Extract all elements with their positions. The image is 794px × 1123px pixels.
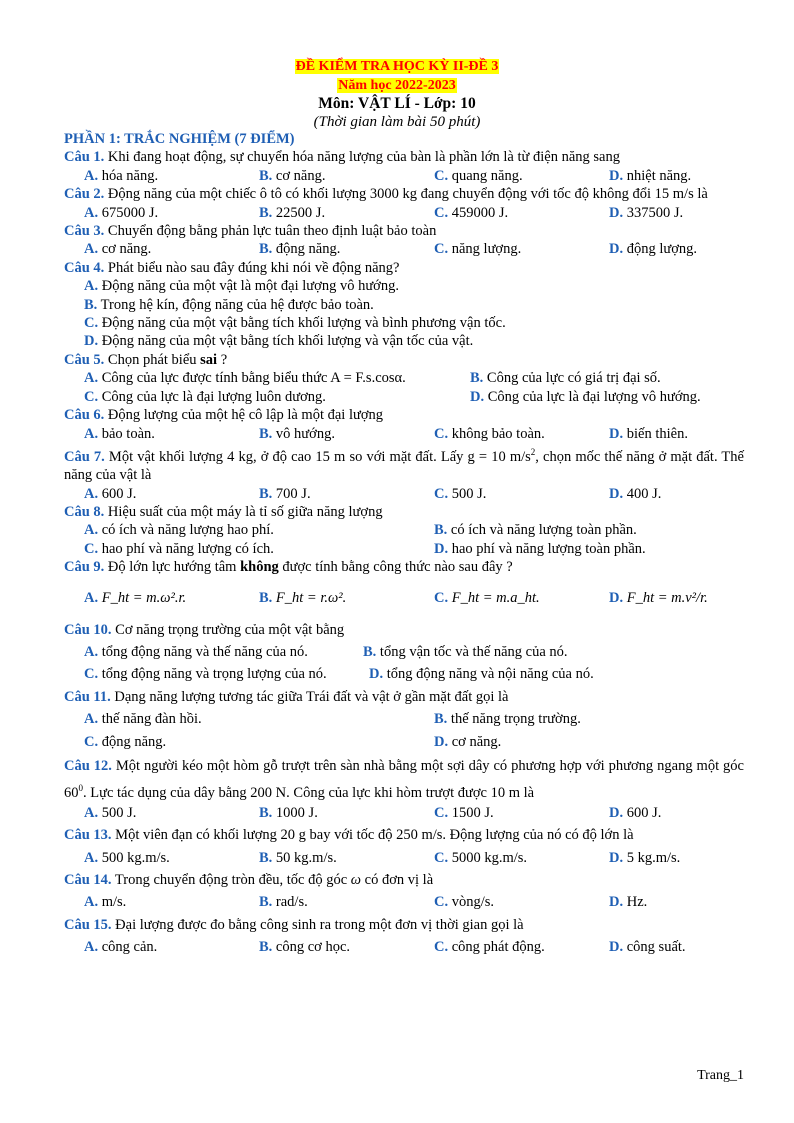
option-c (64, 314, 744, 332)
option-c (434, 240, 609, 258)
text-segment: C. (434, 425, 449, 442)
option-a (84, 425, 259, 443)
option-a (84, 589, 259, 607)
option-a (84, 804, 259, 822)
option-d (609, 804, 784, 822)
text-segment: Câu 13. (64, 827, 112, 844)
text-segment: 337500 J. (626, 204, 684, 221)
text-segment: D. (609, 590, 624, 607)
question-11 (64, 688, 744, 706)
option-d (470, 388, 749, 406)
subject-line: Môn: VẬT LÍ - Lớp: 10 (318, 95, 476, 112)
text-segment: Động năng của một vật là một đại lượng vô hướng. (101, 278, 399, 295)
question-7 (64, 443, 744, 485)
option-d (369, 665, 719, 683)
question-5 (64, 351, 744, 369)
question-8 (64, 503, 744, 521)
text-segment: Câu 1. (64, 149, 105, 166)
text-segment: Công của lực là đại lượng luôn dương. (101, 388, 326, 405)
text-segment: Câu 9. (64, 559, 105, 576)
text-segment: có ích và năng lượng hao phí. (101, 522, 274, 539)
options-q9 (64, 577, 744, 621)
option-b (259, 485, 434, 503)
text-segment: Câu 3. (64, 223, 105, 240)
option-d (434, 540, 784, 558)
option-a (84, 710, 434, 728)
text-segment: Độ lớn lực hướng tâm (107, 559, 241, 576)
text-segment: công cản. (101, 939, 158, 956)
text-segment: cơ năng. (275, 167, 326, 184)
text-segment: tổng động năng và trọng lượng của nó. (101, 666, 327, 683)
text-segment: công phát động. (451, 939, 545, 956)
text-segment: tổng động năng và thế năng của nó. (101, 643, 308, 660)
text-segment: D. (434, 733, 449, 750)
question-2 (64, 185, 744, 203)
text-segment: 0 (78, 783, 83, 794)
text-segment: C. (434, 804, 449, 821)
text-segment: Một người kéo một hòm gỗ trượt trên sàn nhà bằng một sợi dây có phương hợp với phương ngang một góc 60 (64, 758, 744, 801)
text-segment: Câu 12. (64, 758, 112, 775)
option-a (84, 167, 259, 185)
text-segment: A. (84, 804, 99, 821)
text-segment: B. (259, 485, 273, 502)
option-d (64, 332, 744, 350)
text-segment: D. (609, 894, 624, 911)
options-q1 (64, 167, 744, 185)
text-segment: cơ năng. (101, 241, 152, 258)
text-segment: Cơ năng trọng trường của một vật bằng (115, 621, 345, 638)
text-segment: B. (259, 241, 273, 258)
text-segment: B. (434, 711, 448, 728)
text-segment: Động năng của một vật bằng tích khối lượng và bình phương vận tốc. (101, 315, 506, 332)
text-segment: ĐỀ KIỂM TRA HỌC KỲ II-ĐỀ 3 (295, 59, 499, 74)
text-segment: D. (609, 204, 624, 221)
option-b (470, 369, 749, 387)
text-segment: hao phí và năng lượng có ích. (101, 540, 274, 557)
text-segment: không bảo toàn. (451, 425, 545, 442)
text-segment: sai (200, 351, 218, 368)
text-segment: A. (84, 278, 99, 295)
option-b (434, 710, 784, 728)
options-q10b (64, 665, 744, 683)
options-q8a (64, 521, 744, 539)
text-segment: C. (434, 590, 449, 607)
text-segment: A. (84, 485, 99, 502)
option-b (434, 521, 784, 539)
text-segment: Chọn phát biểu (107, 351, 201, 368)
text-segment: D. (84, 333, 99, 350)
text-segment: không (240, 559, 279, 576)
text-segment: nhiệt năng. (626, 167, 692, 184)
question-6 (64, 406, 744, 424)
text-segment: bảo toàn. (101, 425, 155, 442)
option-c (84, 388, 470, 406)
options-q8b (64, 540, 744, 558)
text-segment: F_ht = m.a_ht. (451, 590, 540, 607)
text-segment: biến thiên. (626, 425, 688, 442)
option-c (434, 589, 609, 607)
text-segment: 600 J. (101, 485, 137, 502)
option-c (84, 733, 434, 751)
text-segment: Chuyển động bằng phản lực tuân theo định luật bảo toàn (107, 223, 437, 240)
text-segment: Hz. (626, 894, 648, 911)
option-c (84, 540, 434, 558)
option-b (259, 167, 434, 185)
text-segment: Công của lực được tính bằng biểu thức A = F.s.cosα. (101, 370, 406, 387)
text-segment: Phát biểu nào sau đây đúng khi nói về động năng? (107, 259, 400, 276)
text-segment: Khi đang hoạt động, sự chuyển hóa năng lượng của bàn là phần lớn là từ điện năng sang (107, 149, 620, 166)
page-number: Trang_1 (697, 1068, 744, 1083)
option-d (609, 485, 784, 503)
text-segment: D. (609, 167, 624, 184)
text-segment: 459000 J. (451, 204, 509, 221)
text-segment: C. (84, 315, 99, 332)
text-segment: A. (84, 849, 99, 866)
text-segment: C. (84, 733, 99, 750)
options-q11b (64, 733, 744, 751)
text-segment: thế năng trọng trường. (450, 711, 581, 728)
options-q10a (64, 643, 744, 661)
text-segment: C. (84, 388, 99, 405)
options-q7 (64, 485, 744, 503)
option-c (434, 938, 609, 956)
text-segment: công suất. (626, 939, 686, 956)
text-segment: Động năng của một chiếc ô tô có khối lượng 3000 kg đang chuyển động với tốc độ không đổi 15 m/s là (107, 186, 708, 203)
text-segment: A. (84, 370, 99, 387)
text-segment: B. (259, 167, 273, 184)
option-a (84, 849, 259, 867)
text-segment: Trong hệ kín, động năng của hệ được bảo toàn. (100, 296, 374, 313)
text-segment: 1500 J. (451, 804, 494, 821)
text-segment: có đơn vị là (361, 872, 434, 889)
text-segment: D. (609, 849, 624, 866)
option-d (609, 240, 784, 258)
text-segment: B. (259, 939, 273, 956)
text-segment: A. (84, 711, 99, 728)
exam-content (64, 130, 744, 957)
text-segment: Công của lực là đại lượng vô hướng. (487, 388, 701, 405)
text-segment: Câu 6. (64, 407, 105, 424)
text-segment: C. (434, 894, 449, 911)
text-segment: Một viên đạn có khối lượng 20 g bay với tốc độ 250 m/s. Động lượng của nó có độ lớn là (115, 827, 634, 844)
text-segment: D. (369, 666, 384, 683)
options-q2 (64, 204, 744, 222)
text-segment: A. (84, 894, 99, 911)
text-segment: m/s. (101, 894, 127, 911)
text-segment: 2 (530, 446, 536, 457)
text-segment: Một vật khối lượng 4 kg, ở độ cao 15 m so với mặt đất. Lấy g = 10 m/s (108, 448, 531, 465)
text-segment: quang năng. (451, 167, 523, 184)
option-a (84, 369, 470, 387)
text-segment: thế năng đàn hồi. (101, 711, 202, 728)
option-a (84, 204, 259, 222)
options-q3 (64, 240, 744, 258)
option-b (259, 204, 434, 222)
text-segment: C. (434, 939, 449, 956)
question-12 (64, 755, 744, 804)
option-b (64, 296, 744, 314)
text-segment: B. (470, 370, 484, 387)
school-year (0, 76, 794, 94)
text-segment: 1000 J. (275, 804, 318, 821)
text-segment: động năng. (275, 241, 341, 258)
text-segment: 700 J. (275, 485, 311, 502)
text-segment: C. (434, 204, 449, 221)
text-segment: B. (363, 643, 377, 660)
option-a (84, 240, 259, 258)
text-segment: , chọn mốc thế năng ở mặt đất. Thế năng của vật là (64, 448, 744, 484)
text-segment: C. (434, 849, 449, 866)
text-segment: B. (84, 296, 98, 313)
option-b (259, 240, 434, 258)
text-segment: C. (434, 241, 449, 258)
text-segment: Câu 4. (64, 259, 105, 276)
option-b (363, 643, 713, 661)
text-segment: C. (434, 485, 449, 502)
text-segment: A. (84, 590, 99, 607)
text-segment: C. (84, 666, 99, 683)
option-c (434, 893, 609, 911)
exam-title (0, 57, 794, 75)
text-segment: động năng. (101, 733, 167, 750)
text-segment: năng lượng. (451, 241, 522, 258)
option-c (434, 204, 609, 222)
text-segment: Câu 14. (64, 872, 112, 889)
text-segment: Năm học 2022-2023 (338, 78, 456, 93)
options-q12 (64, 804, 744, 822)
text-segment: 675000 J. (101, 204, 159, 221)
text-segment: Câu 5. (64, 351, 105, 368)
option-b (259, 938, 434, 956)
options-q15 (64, 938, 744, 956)
option-c (434, 804, 609, 822)
text-segment: cơ năng. (451, 733, 502, 750)
text-segment: Câu 15. (64, 916, 112, 933)
option-a (84, 893, 259, 911)
question-15 (64, 916, 744, 934)
text-segment: A. (84, 522, 99, 539)
text-segment: Công của lực có giá trị đại số. (486, 370, 661, 387)
option-c (434, 167, 609, 185)
text-segment: B. (259, 849, 273, 866)
option-a (84, 521, 434, 539)
text-segment: Câu 8. (64, 503, 105, 520)
section-title: PHẦN 1: TRẮC NGHIỆM (7 ĐIỂM) (64, 131, 295, 147)
option-c (434, 425, 609, 443)
text-segment: 500 J. (101, 804, 137, 821)
text-segment: D. (470, 388, 485, 405)
option-b (259, 804, 434, 822)
options-q13 (64, 849, 744, 867)
text-segment: B. (259, 204, 273, 221)
option-d (609, 425, 784, 443)
text-segment: D. (434, 540, 449, 557)
time-limit: (Thời gian làm bài 50 phút) (313, 114, 481, 130)
text-segment: 22500 J. (275, 204, 326, 221)
option-c (84, 665, 369, 683)
text-segment: Hiệu suất của một máy là tỉ số giữa năng lượng (107, 503, 383, 520)
options-q5b (64, 388, 744, 406)
text-segment: Câu 11. (64, 688, 111, 705)
text-segment: F_ht = r.ω². (275, 590, 347, 607)
text-segment: Động lượng của một hệ cô lập là một đại lượng (107, 407, 384, 424)
text-segment: Dạng năng lượng tương tác giữa Trái đất và vật ở gần mặt đất gọi là (114, 688, 509, 705)
text-segment: 5 kg.m/s. (626, 849, 681, 866)
text-segment: Câu 10. (64, 621, 112, 638)
option-d (609, 893, 784, 911)
option-c (434, 485, 609, 503)
text-segment: được tính bằng công thức nào sau đây ? (278, 559, 513, 576)
text-segment: . Lực tác dụng của dây bằng 200 N. Công của lực khi hòm trượt được 10 m là (83, 784, 535, 801)
text-segment: A. (84, 939, 99, 956)
option-a (84, 938, 259, 956)
text-segment: F_ht = m.ω².r. (101, 590, 187, 607)
question-4 (64, 259, 744, 277)
text-segment: D. (609, 485, 624, 502)
text-segment: 50 kg.m/s. (275, 849, 337, 866)
options-q11a (64, 710, 744, 728)
text-segment: 400 J. (626, 485, 662, 502)
text-segment: A. (84, 204, 99, 221)
text-segment: Câu 2. (64, 186, 105, 203)
text-segment: B. (259, 590, 273, 607)
text-segment: A. (84, 425, 99, 442)
text-segment: 500 kg.m/s. (101, 849, 170, 866)
question-3 (64, 222, 744, 240)
text-segment: D. (609, 425, 624, 442)
option-b (259, 893, 434, 911)
options-q14 (64, 893, 744, 911)
question-14 (64, 871, 744, 889)
text-segment: B. (259, 425, 273, 442)
option-d (609, 849, 784, 867)
text-segment: hao phí và năng lượng toàn phần. (451, 540, 646, 557)
option-b (259, 849, 434, 867)
text-segment: động lượng. (626, 241, 698, 258)
text-segment: 600 J. (626, 804, 662, 821)
text-segment: C. (84, 540, 99, 557)
option-c (434, 849, 609, 867)
text-segment: D. (609, 939, 624, 956)
text-segment: A. (84, 241, 99, 258)
text-segment: A. (84, 643, 99, 660)
text-segment: 5000 kg.m/s. (451, 849, 528, 866)
text-segment: B. (434, 522, 448, 539)
text-segment: Trong chuyển động tròn đều, tốc độ góc (114, 872, 351, 889)
options-q4 (64, 277, 744, 351)
text-segment: rad/s. (275, 894, 308, 911)
option-d (609, 167, 784, 185)
text-segment: Động năng của một vật bằng tích khối lượng và vận tốc của vật. (101, 333, 474, 350)
text-segment: hóa năng. (101, 167, 159, 184)
text-segment: tổng vận tốc và thế năng của nó. (379, 643, 568, 660)
text-segment: Đại lượng được đo bằng công sinh ra trong một đơn vị thời gian gọi là (115, 916, 524, 933)
option-d (434, 733, 784, 751)
question-1 (64, 148, 744, 166)
options-q5a (64, 369, 744, 387)
text-segment: công cơ học. (275, 939, 351, 956)
question-13 (64, 826, 744, 844)
text-segment: tổng động năng và nội năng của nó. (386, 666, 594, 683)
option-d (609, 938, 784, 956)
question-10 (64, 621, 744, 639)
text-segment: 500 J. (451, 485, 487, 502)
option-b (259, 425, 434, 443)
text-segment: F_ht = m.v²/r. (626, 590, 708, 607)
option-d (609, 204, 784, 222)
option-a (84, 485, 259, 503)
options-q6 (64, 425, 744, 443)
option-a (84, 643, 363, 661)
question-9 (64, 558, 744, 576)
text-segment: ω (350, 872, 362, 889)
text-segment: Câu 7. (64, 448, 105, 465)
text-segment: D. (609, 241, 624, 258)
text-segment: A. (84, 167, 99, 184)
text-segment: vô hướng. (275, 425, 335, 442)
text-segment: B. (259, 894, 273, 911)
text-segment: ? (217, 351, 228, 368)
text-segment: D. (609, 804, 624, 821)
text-segment: C. (434, 167, 449, 184)
text-segment: vòng/s. (451, 894, 495, 911)
option-d (609, 589, 784, 607)
text-segment: B. (259, 804, 273, 821)
text-segment: có ích và năng lượng toàn phần. (450, 522, 637, 539)
option-b (259, 589, 434, 607)
option-a (64, 277, 744, 295)
